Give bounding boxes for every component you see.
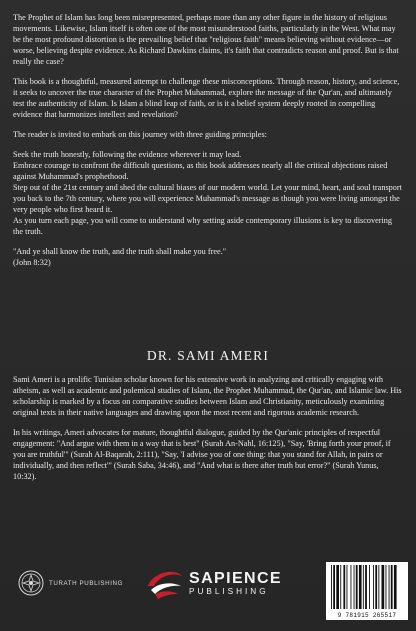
principle-1: Seek the truth honestly, following the evidence wherever it may lead. <box>13 150 242 159</box>
principle-4: As you turn each page, you will come to understand why setting aside contemporary illusions is key to discovering the truth. <box>13 216 393 236</box>
isbn-barcode <box>326 562 408 620</box>
bible-quote <box>13 246 404 268</box>
principle-3: Step out of the 21st century and shed the cultural biases of our modern world. Let your mind, heart, and soul transport you back to the 7th century, where you will experience Muhammad's message as though you were living amongst the very people who first heard it. <box>13 183 402 214</box>
isbn-digits: 9 781915 265517 <box>337 612 397 619</box>
guiding-principles <box>13 149 404 237</box>
sapience-name: SAPIENCE <box>189 569 282 587</box>
turath-publishing-logo <box>18 570 123 596</box>
publisher-footer <box>0 560 416 620</box>
intro-paragraph-2: This book is a thoughtful, measured attempt to challenge these misconceptions. Through reason, history, and science, it seeks to uncover the true character of the Prophet Muhammad, explore the message of the Qur'an, and ultimately test the authenticity of Islam. Is Islam a blind leap of faith, or is it a belief system deeply rooted in compelling evidence that harmonizes intellect and revelation? <box>13 77 400 119</box>
author-name: DR. SAMI AMERI <box>146 348 270 363</box>
bio-paragraph-1: Sami Ameri is a prolific Tunisian scholar known for his extensive work in analyzing and critically engaging with atheism, as well as academic and polemical studies of Islam, the Prophet Muhammad, the Qur'an, and Islamic law. His scholarship is marked by a focus on comparative studies between Islam and Christianity, meticulously examining original texts in their native languages and drawing upon the most recent and rigorous academic research. <box>13 375 402 417</box>
author-bio <box>13 374 404 491</box>
turath-label: TURATH PUBLISHING <box>49 579 124 587</box>
intro-paragraph-3: The reader is invited to embark on this journey with three guiding principles: <box>13 130 267 139</box>
intro-paragraph-1: The Prophet of Islam has long been misrepresented, perhaps more than any other figure in the history of religious movements. Likewise, Islam itself is often one of the most misunderstood faiths, particularly in the West. What may be the most profound distortion is the prevailing belief that "religious faith" means believing without evidence—or worse, believing despite evidence. As Richard Dawkins claims, it's faith that contradicts reason and proof. But is that really the case? <box>13 13 399 66</box>
sapience-publishing-logo <box>145 566 282 600</box>
bio-paragraph-2: In his writings, Ameri advocates for mature, thoughtful dialogue, guided by the Qur'anic principles of respectful engagement: "And argue with them in a way that is best" (Surah An-Nahl, 16:125), "Say, 'Bring forth your proof, if you are truthful'" (Surah Al-Baqarah, 2:111), "Say, 'I advise you of one thing: that you stand for Allah, in pairs or individually, and then reflect'" (Surah Saba, 34:46), and "And what is there after truth but error?" (Surah Yunus, 10:32). <box>13 428 391 481</box>
sapience-sub: PUBLISHING <box>189 586 269 596</box>
principle-2: Embrace courage to confront the difficult questions, as this book addresses nearly all the critical objections raised against Muhammad's prophethood. <box>13 161 388 181</box>
sapience-swoosh-icon <box>145 566 185 600</box>
blurb <box>13 12 404 278</box>
barcode-bars <box>330 565 404 609</box>
quote-reference: (John 8:32) <box>13 258 51 267</box>
turath-emblem-icon <box>18 570 44 596</box>
quote-text: "And ye shall know the truth, and the truth shall make you free." <box>13 247 227 256</box>
sapience-wordmark <box>189 570 282 597</box>
